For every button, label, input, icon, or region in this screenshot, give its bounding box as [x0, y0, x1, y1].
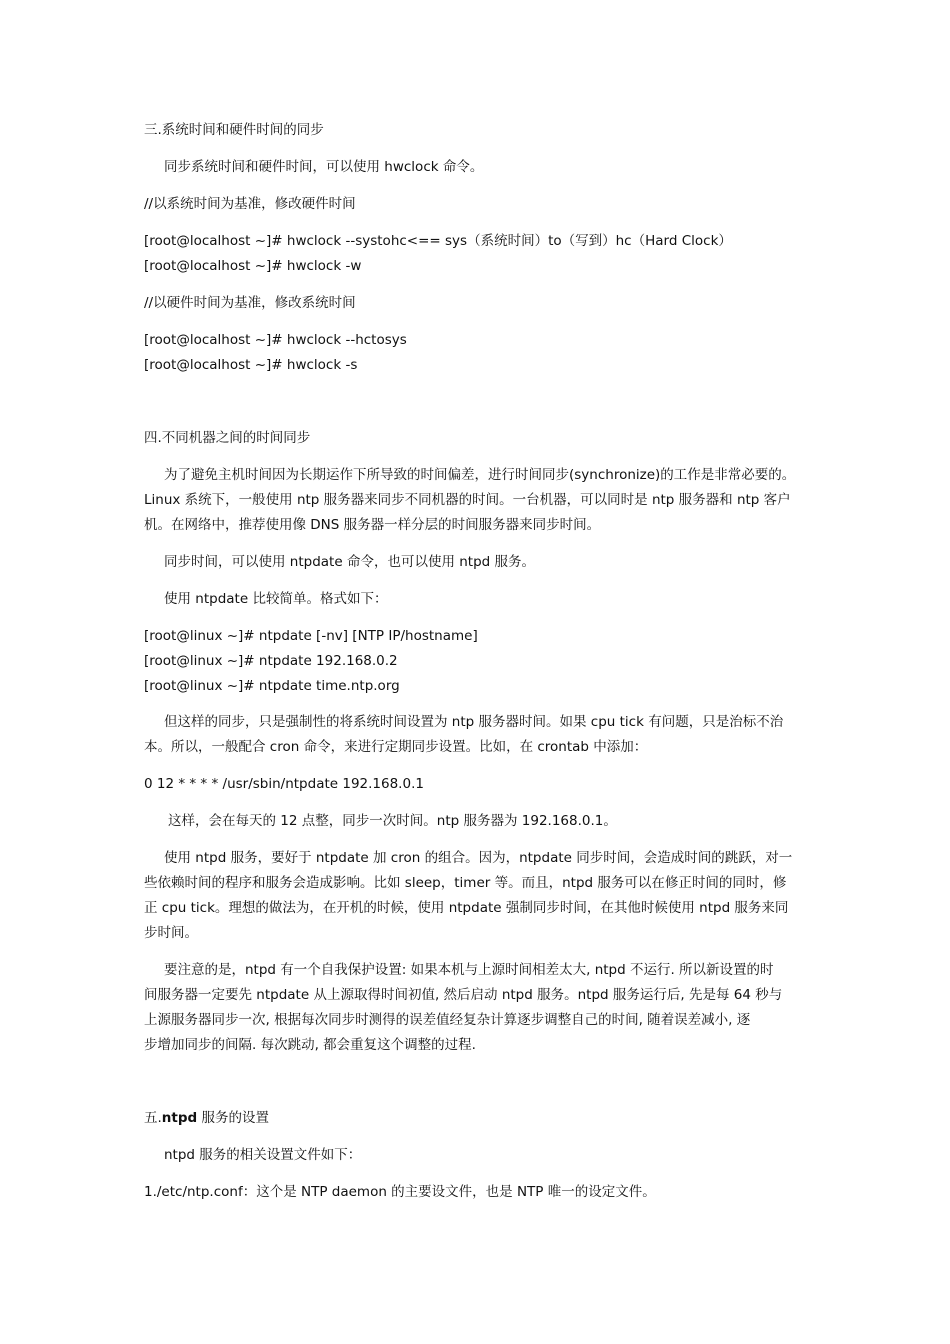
section-4-para-1-line-3: 机。在网络中，推荐使用像 DNS 服务器一样分层的时间服务器来同步时间。 [144, 517, 601, 533]
section-4-para-4-line-2: 本。所以，一般配合 cron 命令，来进行定期同步设置。比如，在 crontab 中添加： [144, 739, 648, 755]
section-4-para-6-line-4: 步时间。 [144, 925, 198, 941]
section-3-intro: 同步系统时间和硬件时间，可以使用 hwclock 命令。 [164, 159, 484, 175]
section-4-para-6-line-2: 些依赖时间的程序和服务会造成影响。比如 sleep，timer 等。而且，ntpd 服务可以在修正时间的同时，修 [144, 875, 787, 891]
section-3-command-1: [root@localhost ~]# hwclock --systohc<== sys（系统时间）to（写到）hc（Hard Clock） [144, 233, 732, 249]
section-4-para-2: 同步时间，可以使用 ntpdate 命令，也可以使用 ntpd 服务。 [164, 554, 536, 570]
section-5-item-1: 1./etc/ntp.conf：这个是 NTP daemon 的主要设文件，也是 NTP 唯一的设定文件。 [144, 1184, 656, 1200]
section-5-heading [144, 1109, 269, 1127]
section-5-heading-suffix: 服务的设置 [197, 1110, 269, 1126]
section-4-para-1-line-2: Linux 系统下，一般使用 ntp 服务器来同步不同机器的时间。一台机器，可以同时是 ntp 服务器和 ntp 客户 [144, 492, 791, 508]
section-4-command-1: [root@linux ~]# ntpdate [-nv] [NTP IP/hostname] [144, 628, 478, 644]
section-4-para-7-line-2: 间服务器一定要先 ntpdate 从上源取得时间初值, 然后启动 ntpd 服务。ntpd 服务运行后, 先是每 64 秒与 [144, 987, 783, 1003]
section-4-cron-line: 0 12 * * * * /usr/sbin/ntpdate 192.168.0.1 [144, 776, 424, 792]
section-4-command-2: [root@linux ~]# ntpdate 192.168.0.2 [144, 653, 398, 669]
section-4-para-7-line-3: 上源服务器同步一次, 根据每次同步时测得的误差值经复杂计算逐步调整自己的时间, 随着误差减小, 逐 [144, 1012, 751, 1028]
section-3-heading: 三.系统时间和硬件时间的同步 [144, 122, 324, 138]
section-3-command-3: [root@localhost ~]# hwclock --hctosys [144, 332, 407, 348]
section-4-command-3: [root@linux ~]# ntpdate time.ntp.org [144, 678, 400, 694]
section-4-heading: 四.不同机器之间的时间同步 [144, 430, 311, 446]
section-4-para-7-line-1: 要注意的是，ntpd 有一个自我保护设置: 如果本机与上源时间相差太大, ntpd 不运行. 所以新设置的时 [164, 962, 774, 978]
section-5-heading-bold: ntpd [161, 1110, 198, 1126]
section-4-para-4-line-1: 但这样的同步，只是强制性的将系统时间设置为 ntp 服务器时间。如果 cpu tick 有问题，只是治标不治 [164, 714, 784, 730]
section-4-para-5: 这样，会在每天的 12 点整，同步一次时间。ntp 服务器为 192.168.0.1。 [168, 813, 617, 829]
section-3-command-4: [root@localhost ~]# hwclock -s [144, 357, 358, 373]
section-4-para-7-line-4: 步增加同步的间隔. 每次跳动, 都会重复这个调整的过程. [144, 1037, 476, 1053]
section-4-para-1-line-1: 为了避免主机时间因为长期运作下所导致的时间偏差，进行时间同步(synchronize)的工作是非常必要的。 [164, 467, 796, 483]
section-3-comment-2: //以硬件时间为基准，修改系统时间 [144, 295, 356, 311]
section-5-heading-prefix: 五. [144, 1110, 162, 1126]
section-4-para-6-line-3: 正 cpu tick。理想的做法为，在开机的时候，使用 ntpdate 强制同步时间，在其他时候使用 ntpd 服务来同 [144, 900, 789, 916]
section-4-para-3: 使用 ntpdate 比较简单。格式如下： [164, 591, 388, 607]
section-3-command-2: [root@localhost ~]# hwclock -w [144, 258, 362, 274]
section-3-comment-1: //以系统时间为基准，修改硬件时间 [144, 196, 356, 212]
section-5-para-1: ntpd 服务的相关设置文件如下： [164, 1147, 362, 1163]
section-4-para-6-line-1: 使用 ntpd 服务，要好于 ntpdate 加 cron 的组合。因为，ntpdate 同步时间，会造成时间的跳跃，对一 [164, 850, 793, 866]
